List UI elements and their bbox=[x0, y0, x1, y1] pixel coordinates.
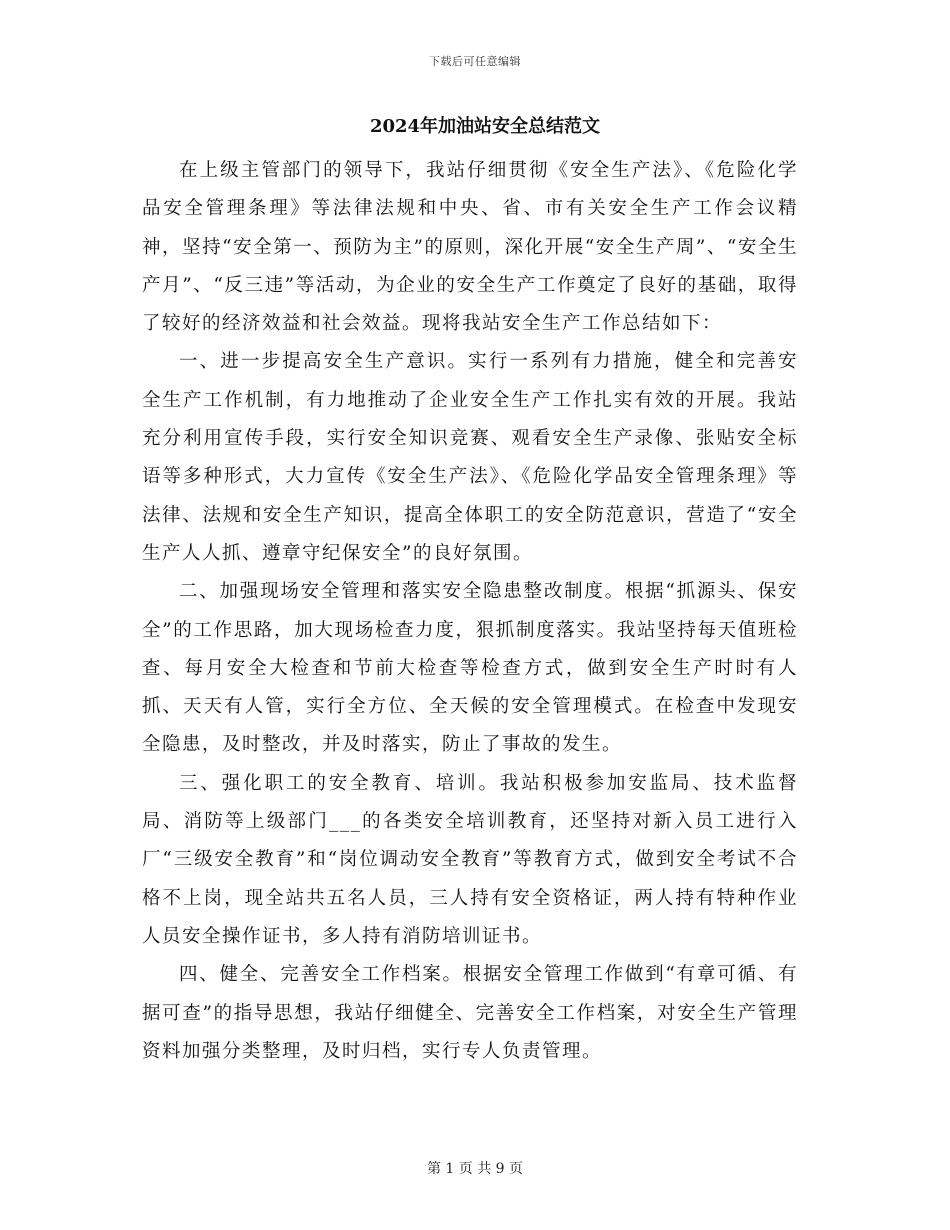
document-title: 2024年加油站安全总结范文 bbox=[369, 116, 601, 137]
paragraph-intro: 在上级主管部门的领导下，我站仔细贯彻《安全生产法》、《危险化学品安全管理条理》等法律法规和中央、省、市有关安全生产工作会议精神，坚持“安全第一、预防为主”的原则，深化开展“安全生产周”、“安全生产月”、“反三违”等活动，为企业的安全生产工作奠定了良好的基础，取得了较好的经济效益和社会效益。现将我站安全生产工作总结如下： bbox=[142, 160, 798, 335]
document-body bbox=[142, 152, 798, 1071]
paragraph-section-3: 三、强化职工的安全教育、培训。我站积极参加安监局、技术监督局、消防等上级部门___的各类安全培训教育，还坚持对新入员工进行入厂“三级安全教育”和“岗位调动安全教育”等教育方式，做到安全考试不合格不上岗，现全站共五名人员，三人持有安全资格证，两人持有特种作业人员安全操作证书，多人持有消防培训证书。 bbox=[142, 772, 798, 947]
paragraph-section-2: 二、加强现场安全管理和落实安全隐患整改制度。根据“抓源头、保安全”的工作思路，加大现场检查力度，狠抓制度落实。我站坚持每天值班检查、每月安全大检查和节前大检查等检查方式，做到安全生产时时有人抓、天天有人管，实行全方位、全天候的安全管理模式。在检查中发现安全隐患，及时整改，并及时落实，防止了事故的发生。 bbox=[142, 581, 798, 756]
header-note: 下载后可任意编辑 bbox=[429, 55, 521, 68]
paragraph-section-1: 一、进一步提高安全生产意识。实行一系列有力措施，健全和完善安全生产工作机制，有力地推动了企业安全生产工作扎实有效的开展。我站充分利用宣传手段，实行安全知识竞赛、观看安全生产录像、张贴安全标语等多种形式，大力宣传《安全生产法》、《危险化学品安全管理条理》等法律、法规和安全生产知识，提高全体职工的安全防范意识，营造了“安全生产人人抓、遵章守纪保安全”的良好氛围。 bbox=[142, 351, 798, 564]
paragraph-section-4: 四、健全、完善安全工作档案。根据安全管理工作做到“有章可循、有据可查”的指导思想，我站仔细健全、完善安全工作档案，对安全生产管理资料加强分类整理，及时归档，实行专人负责管理。 bbox=[142, 964, 798, 1062]
page-indicator: 第 1 页 共 9 页 bbox=[426, 1161, 524, 1177]
